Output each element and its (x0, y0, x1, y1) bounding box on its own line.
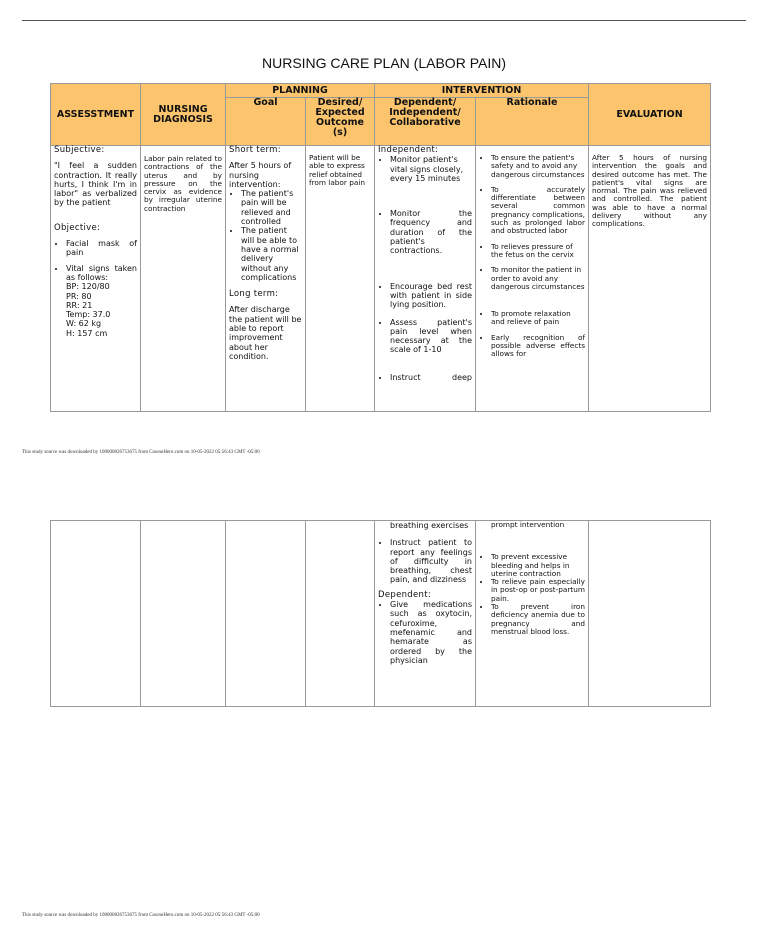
top-rule (22, 20, 746, 21)
header-dependent: Dependent/ Independent/ Collaborative (375, 98, 476, 146)
page-title: NURSING CARE PLAN (LABOR PAIN) (261, 55, 506, 71)
subjective-text: "I feel a sudden contraction. It really hurts, I think I'm in labor" as verbalized by the patient (54, 161, 137, 208)
rationale-item: • To relieve pain especially in post-op or post-partum pain. (491, 578, 585, 603)
header-planning: PLANNING (226, 84, 375, 98)
vital-weight: W: 62 kg (66, 319, 102, 329)
diagnosis-cell-cont (141, 521, 226, 707)
header-desired-outcome: Desired/ Expected Outcome (s) (306, 98, 375, 146)
intervention-item-cont: breathing exercises (390, 521, 469, 530)
vitals-intro: Vital signs taken as follows: (66, 263, 137, 282)
rationale-item: • To prevent excessive bleeding and helps in uterine contraction (491, 553, 585, 578)
care-plan-table-continued (50, 520, 711, 707)
short-term-label: Short term: (229, 145, 281, 155)
rationale-item: • To accurately differentiate between several common pregnancy complications, such as prolonged labor and obstructed labor (491, 186, 585, 236)
evaluation-cell: After 5 hours of nursing intervention the goals and desired outcome has met. The patient's vital signs are normal. The pain was relieved and controlled. The patient was able to have a normal delivery without any complications. (589, 146, 711, 412)
vital-pr: PR: 80 (66, 291, 92, 301)
intervention-item: • Monitor the frequency and duration of the patient's contractions. (390, 209, 472, 255)
objective-label: Objective: (54, 222, 101, 233)
desired-outcome-cell: Patient will be able to express relief obtained from labor pain (306, 146, 375, 412)
header-assessment: ASSESSTMENT (51, 84, 141, 146)
footer-note: This study source was downloaded by 100000826753675 from CourseHero.com on 10-05-2022 05:56:43 GMT -05:00 (22, 913, 260, 918)
intervention-item: • Monitor patient's vital signs closely, every 15 minutes (390, 155, 472, 183)
rationale-item: • To ensure the patient's safety and to avoid any dangerous circumstances (491, 154, 585, 179)
goal-cell (226, 146, 306, 412)
rationale-item: • Early recognition of possible adverse effects allows for (491, 334, 585, 359)
independent-label: Independent: (378, 145, 439, 155)
assessment-cell-cont (51, 521, 141, 707)
rationale-cell (476, 146, 589, 412)
short-term-text: After 5 hours of nursing intervention: (229, 161, 292, 189)
dependent-label: Dependent: (378, 589, 431, 600)
header-rationale: Rationale (476, 98, 589, 146)
intervention-cell (375, 146, 476, 412)
short-term-item: • The patient will be able to have a normal delivery without any complications (241, 226, 302, 282)
intervention-item: • Instruct deep (390, 373, 472, 382)
assessment-cell (51, 146, 141, 412)
rationale-cell-cont (476, 521, 589, 707)
intervention-item: • Assess patient's pain level when necessary at the scale of 1-10 (390, 318, 472, 355)
rationale-item-cont: prompt intervention (491, 520, 565, 529)
intervention-cell-cont (375, 521, 476, 707)
objective-item: • Facial mask of pain (66, 239, 137, 258)
evaluation-cell-cont (589, 521, 711, 707)
long-term-label: Long term: (229, 289, 279, 300)
rationale-item: • To relieves pressure of the fetus on the cervix (491, 243, 585, 260)
header-evaluation: EVALUATION (589, 84, 711, 146)
subjective-label: Subjective: (54, 145, 105, 155)
intervention-item: • Encourage bed rest with patient in side lying position. (390, 282, 472, 310)
vital-height: H: 157 cm (66, 328, 108, 338)
rationale-item: • To monitor the patient in order to avoid any dangerous circumstances (491, 266, 585, 291)
short-term-item: • The patient's pain will be relieved and controlled (241, 189, 302, 226)
header-intervention: INTERVENTION (375, 84, 589, 98)
desired-outcome-cell-cont (306, 521, 375, 707)
footer-note: This study source was downloaded by 100000826753675 from CourseHero.com on 10-05-2022 05:56:43 GMT -05:00 (22, 450, 260, 455)
intervention-item: • Give medications such as oxytocin, cefuroxime, mefenamic and hemarate as ordered by the physician (390, 600, 472, 665)
rationale-item: • To promote relaxation and relieve of pain (491, 310, 585, 327)
care-plan-table (50, 83, 711, 412)
vital-rr: RR: 21 (66, 300, 93, 310)
header-diagnosis: NURSING DIAGNOSIS (141, 84, 226, 146)
long-term-text: After discharge the patient will be able to report improvement about her condition. (229, 305, 302, 361)
vital-temp: Temp: 37.0 (66, 310, 111, 320)
vital-bp: BP: 120/80 (66, 282, 110, 292)
diagnosis-cell: Labor pain related to contractions of the uterus and by pressure on the cervix as evidence by irregular uterine contraction (141, 146, 226, 412)
objective-item (66, 264, 137, 338)
goal-cell-cont (226, 521, 306, 707)
header-goal: Goal (226, 98, 306, 146)
rationale-item: • To prevent iron deficiency anemia due to pregnancy and menstrual blood loss. (491, 603, 585, 636)
intervention-item: • Instruct patient to report any feelings of difficulty in breathing, chest pain, and dizziness (390, 538, 472, 584)
